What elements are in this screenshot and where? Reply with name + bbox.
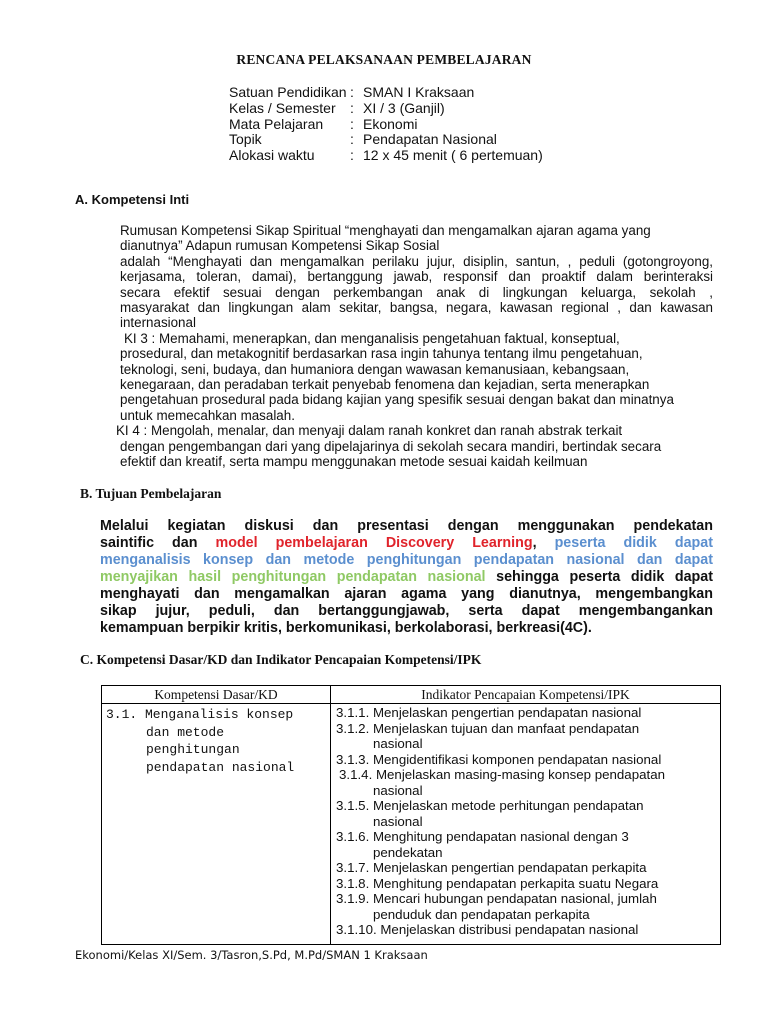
ipk-item-continuation: nasional xyxy=(373,782,423,798)
table-row xyxy=(102,704,721,945)
table-header xyxy=(102,686,721,704)
text: sehingga peserta didik dapat xyxy=(485,569,713,585)
ki-line: teknologi, seni, budaya, dan humaniora dengan wawasan kemanusiaan, kebangsaan, xyxy=(120,361,630,377)
ipk-item: 3.1.7. Menjelaskan pengertian pendapatan perkapita xyxy=(336,860,647,875)
output-highlight: menyajikan hasil penghitungan pendapatan nasional xyxy=(100,569,486,585)
kd-ipk-table xyxy=(101,685,721,945)
objective-highlight: peserta didik dapat xyxy=(554,535,713,551)
ki-line: internasional xyxy=(120,315,196,331)
ki-line: kenegaraan, dan peradaban terkait penyebab fenomena dan kejadian, serta menerapkan xyxy=(120,377,650,392)
ki-line: KI 4 : Mengolah, menalar, dan menyaji dalam ranah konkret dan ranah abstrak terkait xyxy=(116,423,623,439)
info-separator: : xyxy=(350,99,354,116)
kd-text: pendapatan nasional xyxy=(146,759,295,775)
text: , xyxy=(532,535,555,551)
kd-text: penghitungan xyxy=(146,742,240,757)
section-c-heading: C. Kompetensi Dasar/KD dan Indikator Pencapaian Kompetensi/IPK xyxy=(80,652,482,667)
ipk-item: 3.1.10. Menjelaskan distribusi pendapatan nasional xyxy=(336,922,639,937)
ki-line: Rumusan Kompetensi Sikap Spiritual “menghayati dan mengamalkan ajaran agama yang xyxy=(120,223,651,238)
section-a-heading: A. Kompetensi Inti xyxy=(75,192,190,207)
kd-text: 3.1. Menganalisis konsep xyxy=(106,707,294,722)
tujuan-line xyxy=(100,569,713,586)
kd-cell xyxy=(102,704,331,945)
ipk-item-continuation: penduduk dan pendapatan perkapita xyxy=(373,906,590,922)
tujuan-line: kemampuan berpikir kritis, berkomunikasi, berkolaborasi, berkreasi(4C). xyxy=(100,620,592,636)
objective-highlight: menganalisis konsep dan metode penghitungan pendapatan nasional dan dapat xyxy=(100,552,713,568)
info-label: Alokasi waktu xyxy=(229,147,315,164)
tujuan-line: sikap jujur, peduli, dan bertanggungjawab, serta dapat mengembangankan xyxy=(100,603,713,619)
info-value: SMAN I Kraksaan xyxy=(363,84,475,100)
ki-line: dianutnya” Adapun rumusan Kompetensi Sikap Sosial xyxy=(120,238,440,254)
ipk-item: 3.1.5. Menjelaskan metode perhitungan pendapatan xyxy=(336,798,644,813)
column-header-kd: Kompetensi Dasar/KD xyxy=(102,686,331,704)
ipk-item: 3.1.3. Mengidentifikasi komponen pendapatan nasional xyxy=(336,751,662,767)
kd-text: dan metode xyxy=(146,724,225,740)
tujuan-line: Melalui kegiatan diskusi dan presentasi dengan menggunakan pendekatan xyxy=(100,518,713,534)
model-highlight: model pembelajaran Discovery Learning xyxy=(215,535,533,551)
ki-line: secara efektif sesuai dengan perkembangan anak di lingkungan keluarga, sekolah , xyxy=(120,284,713,300)
ipk-item: 3.1.9. Mencari hubungan pendapatan nasional, jumlah xyxy=(336,891,657,906)
ki-line: prosedural, dan metakognitif berdasarkan rasa ingin tahunya tentang ilmu pengetahuan, xyxy=(120,346,643,362)
document-title: RENCANA PELAKSANAAN PEMBELAJARAN xyxy=(236,52,532,67)
ipk-item-continuation: pendekatan xyxy=(373,844,443,860)
info-label: Satuan Pendidikan xyxy=(229,84,347,100)
info-value: XI / 3 (Ganjil) xyxy=(363,99,445,116)
ipk-cell xyxy=(331,704,721,945)
ipk-item-continuation: nasional xyxy=(373,813,423,829)
section-b-heading: B. Tujuan Pembelajaran xyxy=(80,486,222,501)
ki-line: efektif dan kreatif, serta mampu menggunakan metode sesuai kaidah keilmuan xyxy=(120,454,588,469)
info-value: Ekonomi xyxy=(363,115,418,132)
ipk-item-continuation: nasional xyxy=(373,736,423,751)
ki-line: untuk memecahkan masalah. xyxy=(120,407,295,423)
ki-line: pengetahuan prosedural pada bidang kajian yang spesifik sesuai dengan bakat dan minatnya xyxy=(120,392,674,408)
ki-line: adalah “Menghayati dan mengamalkan perilaku jujur, disiplin, santun, , peduli (gotongroyong, xyxy=(120,253,713,269)
tujuan-line: menghayati dan mengamalkan ajaran agama yang dianutnya, mengembangkan xyxy=(100,586,713,602)
info-separator: : xyxy=(350,131,354,148)
ipk-item: 3.1.2. Menjelaskan tujuan dan manfaat pendapatan xyxy=(336,720,640,736)
ki-line: masyarakat dan lingkungan alam sekitar, bangsa, negara, kawasan regional , dan kawasan xyxy=(120,300,713,315)
column-header-ipk: Indikator Pencapaian Kompetensi/IPK xyxy=(331,686,721,704)
info-value: 12 x 45 menit ( 6 pertemuan) xyxy=(363,147,543,164)
info-separator: : xyxy=(350,147,354,164)
ipk-item: 3.1.6. Menghitung pendapatan nasional dengan 3 xyxy=(336,829,629,844)
ki-line: dengan pengembangan dari yang dipelajarinya di sekolah secara mandiri, bertindak secara xyxy=(120,438,662,454)
footer: Ekonomi/Kelas XI/Sem. 3/Tasron,S.Pd, M.Pd/SMAN 1 Kraksaan xyxy=(75,948,428,962)
tujuan-line xyxy=(100,535,713,552)
ipk-item: 3.1.4. Menjelaskan masing-masing konsep pendapatan xyxy=(339,767,665,782)
ki-line: KI 3 : Memahami, menerapkan, dan menganalisis pengetahuan faktual, konseptual, xyxy=(124,330,620,346)
info-value: Pendapatan Nasional xyxy=(363,131,497,148)
info-separator: : xyxy=(350,115,354,132)
ki-line: kerjasama, toleran, damai), bertanggung jawab, responsif dan proaktif dalam berinteraksi xyxy=(120,269,713,285)
ipk-item: 3.1.1. Menjelaskan pengertian pendapatan nasional xyxy=(336,705,642,720)
text: saintific dan xyxy=(100,535,216,551)
info-label: Mata Pelajaran xyxy=(229,115,324,132)
ipk-item: 3.1.8. Menghitung pendapatan perkapita suatu Negara xyxy=(336,875,659,891)
info-separator: : xyxy=(350,84,354,100)
info-label: Topik xyxy=(229,131,262,148)
info-label: Kelas / Semester xyxy=(229,99,336,116)
